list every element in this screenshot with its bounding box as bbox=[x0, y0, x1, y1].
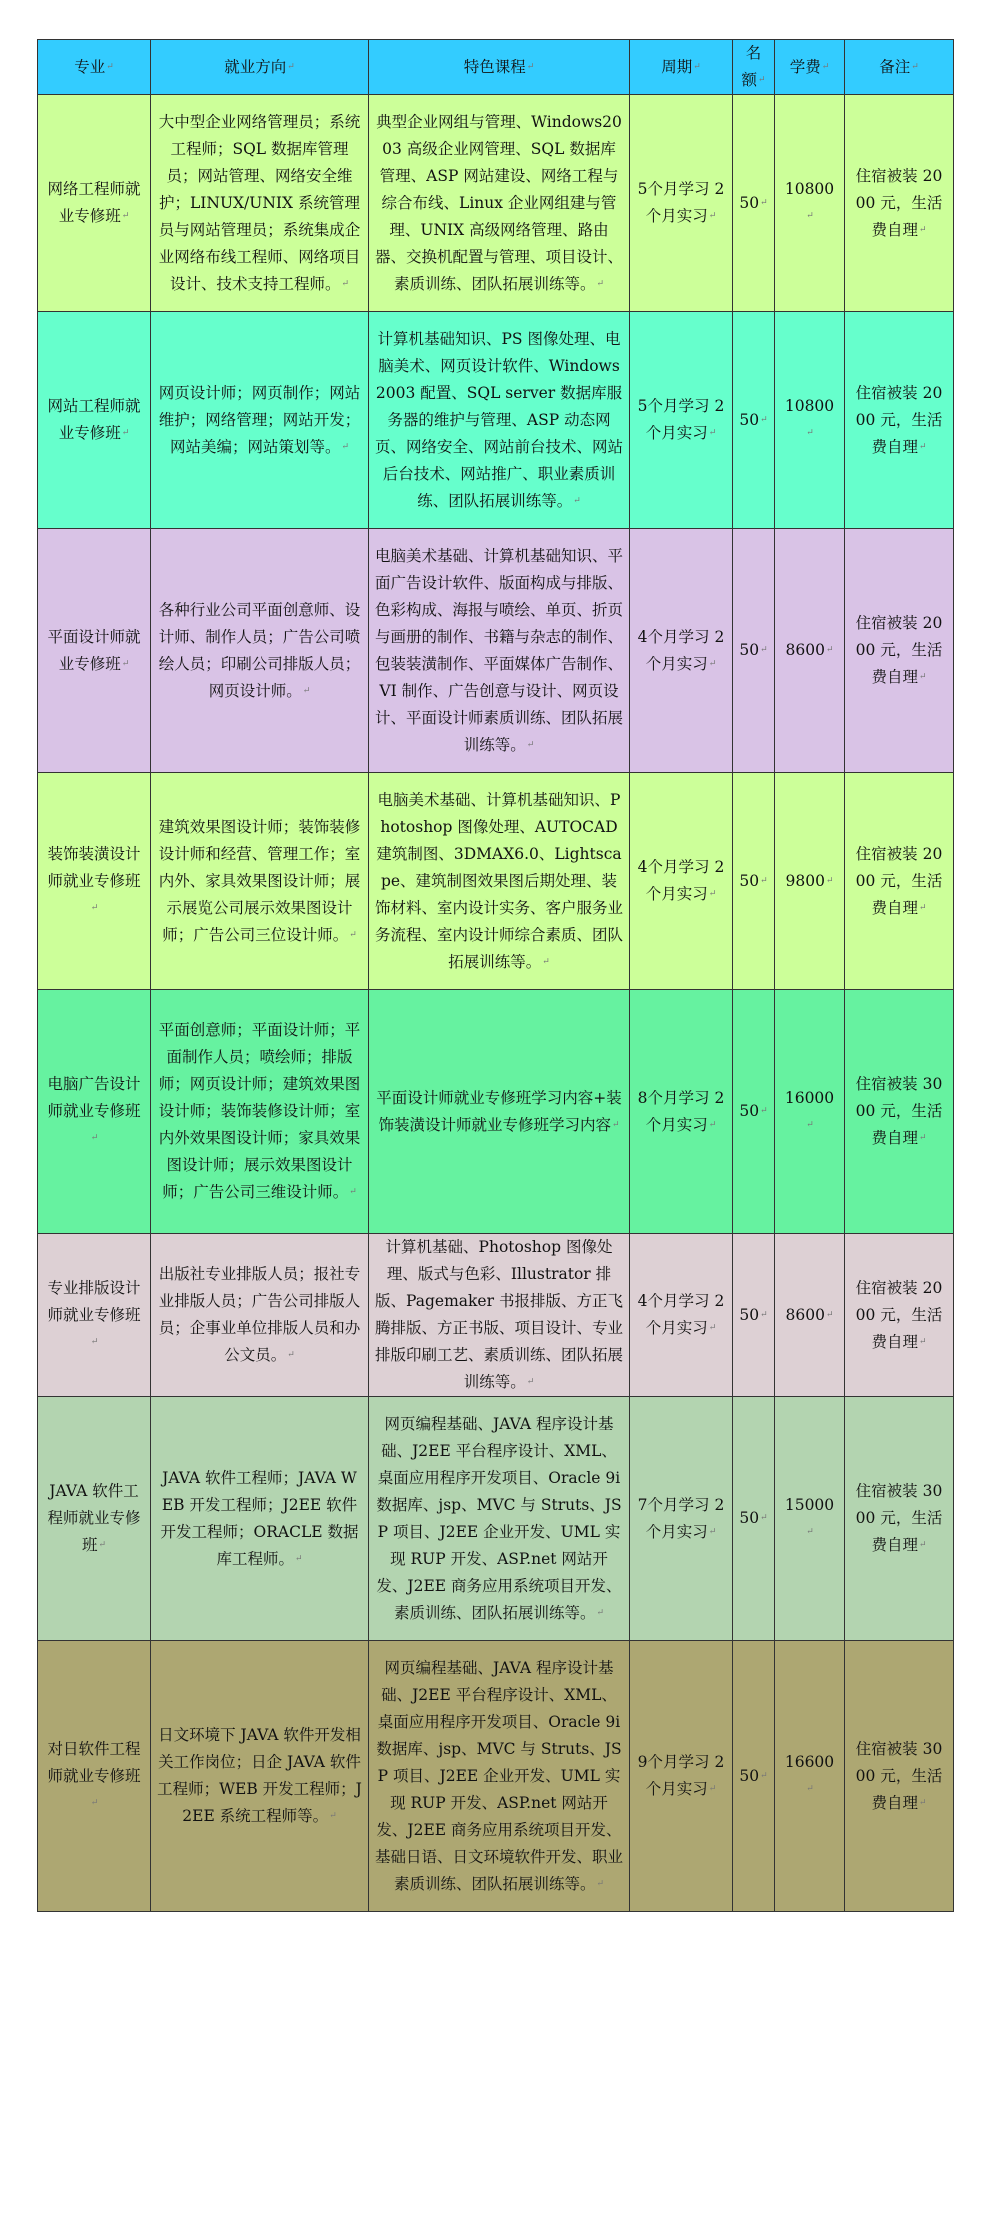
header-courses: 特色课程 ↵ bbox=[369, 40, 630, 95]
cell-period: 5个月学习 2个月实习 ↵ bbox=[630, 95, 733, 312]
cell-direction: 平面创意师；平面设计师；平面制作人员；喷绘师；排版师；网页设计师；建筑效果图设计师；装饰装修设计师；室内外效果图设计师；家具效果图设计师；展示效果图设计师；广告公司三维设计师。 ↵ bbox=[151, 990, 369, 1234]
cell-direction: 网页设计师；网页制作；网站维护；网络管理；网站开发；网站美编；网站策划等。 ↵ bbox=[151, 312, 369, 529]
cell-note: 住宿被装 3000 元，生活费自理 ↵ bbox=[845, 1641, 954, 1912]
cell-quota: 50 ↵ bbox=[733, 95, 775, 312]
cell-fee: 10800 ↵ bbox=[775, 95, 845, 312]
cell-major: 电脑广告设计师就业专修班 ↵ bbox=[38, 990, 151, 1234]
cell-major: 对日软件工程师就业专修班 ↵ bbox=[38, 1641, 151, 1912]
cell-period: 4个月学习 2个月实习 ↵ bbox=[630, 773, 733, 990]
header-major: 专业 ↵ bbox=[38, 40, 151, 95]
table-row bbox=[38, 529, 954, 773]
cell-courses: 计算机基础、Photoshop 图像处理、版式与色彩、Illustrator 排版、Pagemaker 书报排版、方正飞腾排版、方正书版、项目设计、专业排版印刷工艺、素质训练、团队拓展训练等。 ↵ bbox=[369, 1234, 630, 1397]
table-row bbox=[38, 1641, 954, 1912]
cell-note: 住宿被装 2000 元，生活费自理 ↵ bbox=[845, 312, 954, 529]
header-note: 备注 ↵ bbox=[845, 40, 954, 95]
table-row bbox=[38, 95, 954, 312]
table-row bbox=[38, 990, 954, 1234]
cell-fee: 16600 ↵ bbox=[775, 1641, 845, 1912]
cell-note: 住宿被装 3000 元，生活费自理 ↵ bbox=[845, 990, 954, 1234]
cell-direction: JAVA 软件工程师；JAVA WEB 开发工程师；J2EE 软件开发工程师；ORACLE 数据库工程师。 ↵ bbox=[151, 1397, 369, 1641]
cell-quota: 50 ↵ bbox=[733, 1397, 775, 1641]
cell-period: 4个月学习 2个月实习 ↵ bbox=[630, 529, 733, 773]
cell-courses: 网页编程基础、JAVA 程序设计基础、J2EE 平台程序设计、XML、桌面应用程序开发项目、Oracle 9i 数据库、jsp、MVC 与 Struts、JSP 项目、J2EE 企业开发、UML 实现 RUP 开发、ASP.net 网站开发、J2EE 商务应用系统项目开发、基础日语、日文环境软件开发、职业素质训练、团队拓展训练等。 ↵ bbox=[369, 1641, 630, 1912]
header-fee: 学费 ↵ bbox=[775, 40, 845, 95]
cell-note: 住宿被装 2000 元，生活费自理 ↵ bbox=[845, 95, 954, 312]
cell-courses: 网页编程基础、JAVA 程序设计基础、J2EE 平台程序设计、XML、桌面应用程序开发项目、Oracle 9i 数据库、jsp、MVC 与 Struts、JSP 项目、J2EE 企业开发、UML 实现 RUP 开发、ASP.net 网站开发、J2EE 商务应用系统项目开发、素质训练、团队拓展训练等。 ↵ bbox=[369, 1397, 630, 1641]
cell-note: 住宿被装 2000 元，生活费自理 ↵ bbox=[845, 773, 954, 990]
course-table bbox=[37, 39, 954, 1912]
cell-note: 住宿被装 2000 元，生活费自理 ↵ bbox=[845, 529, 954, 773]
table-header-row bbox=[38, 40, 954, 95]
header-direction: 就业方向 ↵ bbox=[151, 40, 369, 95]
cell-direction: 出版社专业排版人员；报社专业排版人员；广告公司排版人员；企事业单位排版人员和办公文员。 ↵ bbox=[151, 1234, 369, 1397]
header-quota: 名额 ↵ bbox=[733, 40, 775, 95]
cell-major: 网络工程师就业专修班 ↵ bbox=[38, 95, 151, 312]
table-row bbox=[38, 1234, 954, 1397]
cell-fee: 8600 ↵ bbox=[775, 529, 845, 773]
cell-courses: 典型企业网组与管理、Windows2003 高级企业网管理、SQL 数据库管理、ASP 网站建设、网络工程与综合布线、Linux 企业网组建与管理、UNIX 高级网络管理、路由器、交换机配置与管理、项目设计、素质训练、团队拓展训练等。 ↵ bbox=[369, 95, 630, 312]
cell-period: 7个月学习 2个月实习 ↵ bbox=[630, 1397, 733, 1641]
cell-fee: 10800 ↵ bbox=[775, 312, 845, 529]
table-row bbox=[38, 312, 954, 529]
cell-major: 平面设计师就业专修班 ↵ bbox=[38, 529, 151, 773]
cell-fee: 8600 ↵ bbox=[775, 1234, 845, 1397]
cell-period: 4个月学习 2个月实习 ↵ bbox=[630, 1234, 733, 1397]
header-period: 周期 ↵ bbox=[630, 40, 733, 95]
cell-courses: 电脑美术基础、计算机基础知识、Photoshop 图像处理、AUTOCAD 建筑制图、3DMAX6.0、Lightscape、建筑制图效果图后期处理、装饰材料、室内设计实务、客户服务业务流程、室内设计师综合素质、团队拓展训练等。 ↵ bbox=[369, 773, 630, 990]
cell-direction: 日文环境下 JAVA 软件开发相关工作岗位；日企 JAVA 软件工程师；WEB 开发工程师；J2EE 系统工程师等。 ↵ bbox=[151, 1641, 369, 1912]
cell-quota: 50 ↵ bbox=[733, 1641, 775, 1912]
cell-period: 9个月学习 2个月实习 ↵ bbox=[630, 1641, 733, 1912]
table-row bbox=[38, 1397, 954, 1641]
cell-period: 5个月学习 2个月实习 ↵ bbox=[630, 312, 733, 529]
table-row bbox=[38, 773, 954, 990]
cell-courses: 计算机基础知识、PS 图像处理、电脑美术、网页设计软件、Windows2003 配置、SQL server 数据库服务器的维护与管理、ASP 动态网页、网络安全、网站前台技术、网站后台技术、网站推广、职业素质训练、团队拓展训练等。 ↵ bbox=[369, 312, 630, 529]
cell-quota: 50 ↵ bbox=[733, 990, 775, 1234]
cell-direction: 大中型企业网络管理员；系统工程师；SQL 数据库管理员；网站管理、网络安全维护；LINUX/UNIX 系统管理员与网站管理员；系统集成企业网络布线工程师、网络项目设计、技术支持工程师。 ↵ bbox=[151, 95, 369, 312]
cell-fee: 16000 ↵ bbox=[775, 990, 845, 1234]
cell-quota: 50 ↵ bbox=[733, 529, 775, 773]
cell-major: JAVA 软件工程师就业专修班 ↵ bbox=[38, 1397, 151, 1641]
cell-courses: 电脑美术基础、计算机基础知识、平面广告设计软件、版面构成与排版、色彩构成、海报与喷绘、单页、折页与画册的制作、书籍与杂志的制作、包装装潢制作、平面媒体广告制作、VI 制作、广告创意与设计、网页设计、平面设计师素质训练、团队拓展训练等。 ↵ bbox=[369, 529, 630, 773]
cell-quota: 50 ↵ bbox=[733, 312, 775, 529]
cell-note: 住宿被装 3000 元，生活费自理 ↵ bbox=[845, 1397, 954, 1641]
cell-direction: 各种行业公司平面创意师、设计师、制作人员；广告公司喷绘人员；印刷公司排版人员；网页设计师。 ↵ bbox=[151, 529, 369, 773]
cell-note: 住宿被装 2000 元，生活费自理 ↵ bbox=[845, 1234, 954, 1397]
cell-fee: 9800 ↵ bbox=[775, 773, 845, 990]
cell-quota: 50 ↵ bbox=[733, 1234, 775, 1397]
cell-direction: 建筑效果图设计师；装饰装修设计师和经营、管理工作；室内外、家具效果图设计师；展示展览公司展示效果图设计师；广告公司三位设计师。 ↵ bbox=[151, 773, 369, 990]
cell-courses: 平面设计师就业专修班学习内容+装饰装潢设计师就业专修班学习内容 ↵ bbox=[369, 990, 630, 1234]
cell-fee: 15000 ↵ bbox=[775, 1397, 845, 1641]
cell-period: 8个月学习 2个月实习 ↵ bbox=[630, 990, 733, 1234]
cell-major: 装饰装潢设计师就业专修班 ↵ bbox=[38, 773, 151, 990]
cell-major: 网站工程师就业专修班 ↵ bbox=[38, 312, 151, 529]
cell-major: 专业排版设计师就业专修班 ↵ bbox=[38, 1234, 151, 1397]
cell-quota: 50 ↵ bbox=[733, 773, 775, 990]
